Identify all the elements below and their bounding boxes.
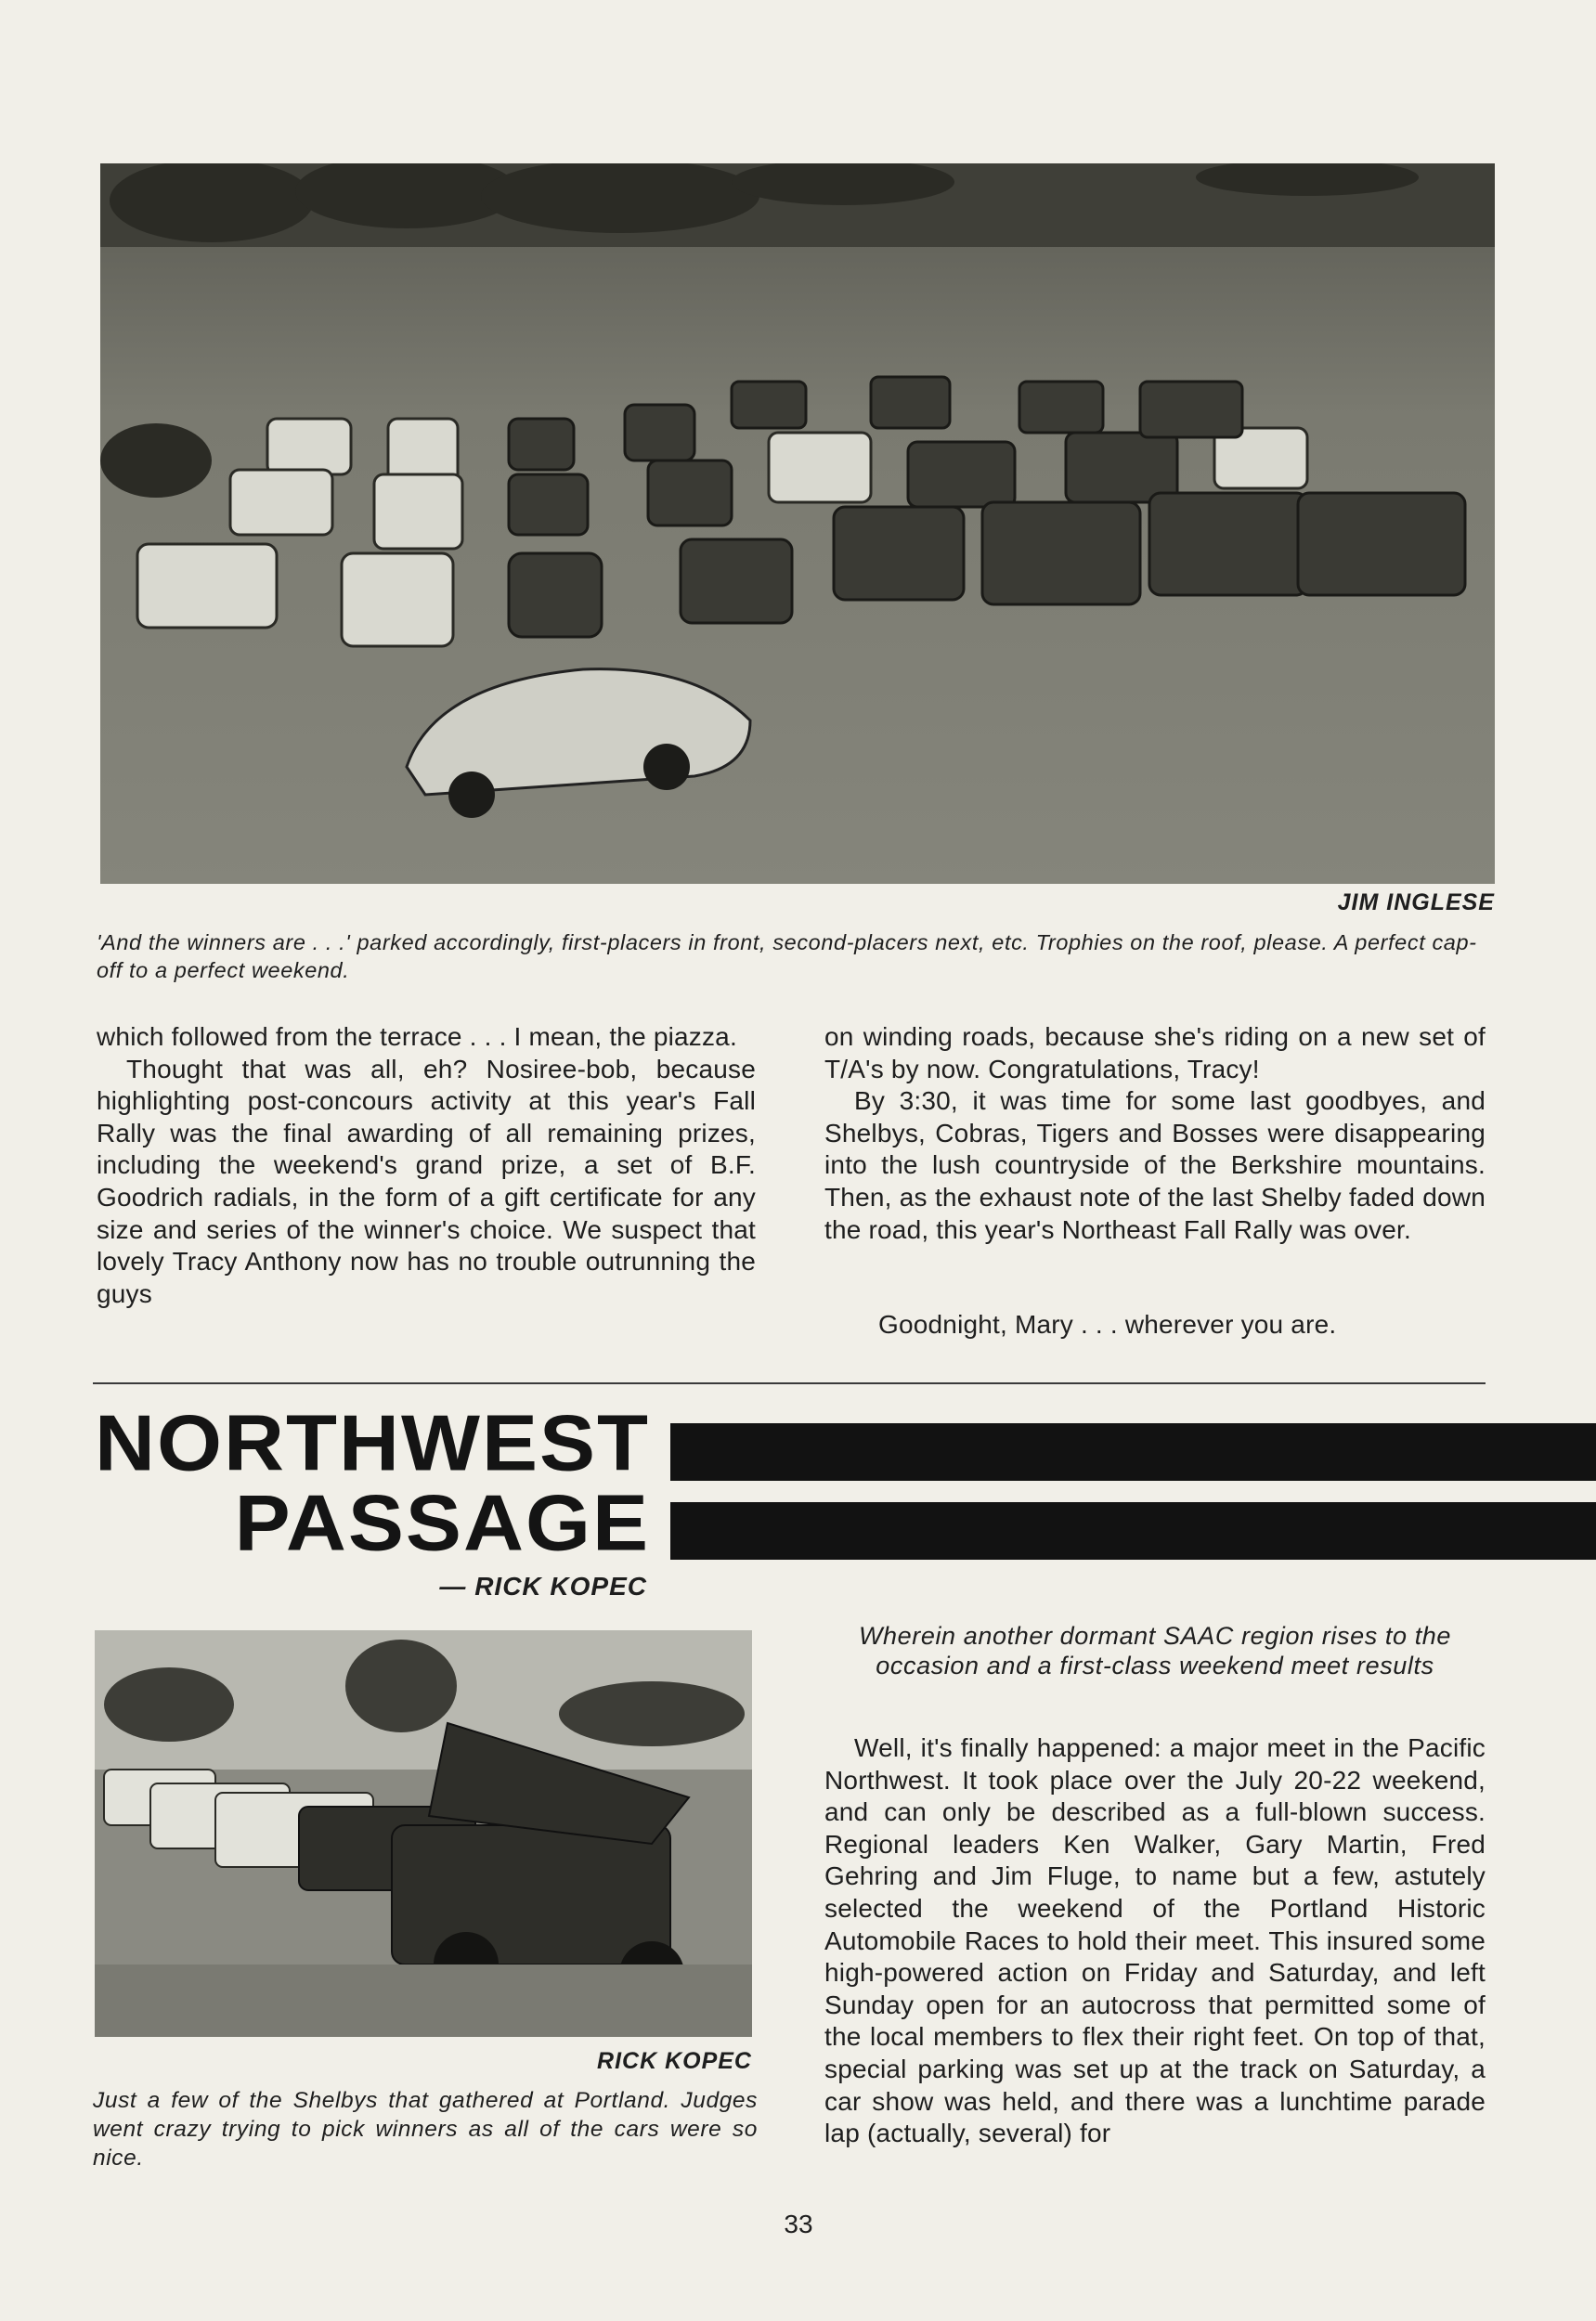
portland-photo-image (95, 1630, 752, 2037)
top-photo-image (100, 163, 1495, 884)
article-title-line-2: PASSAGE (234, 1479, 650, 1568)
top-photo (100, 163, 1495, 884)
fall-rally-right-para-2: By 3:30, it was time for some last goodbyes, and Shelbys, Cobras, Tigers and Bosses were disappearing into the lush countryside of the Berkshire mountains. Then, as the exhaust note of the last Shelby faded down the road, this year's Northeast Fall Rally was over. (824, 1086, 1486, 1244)
page-number: 33 (784, 2210, 813, 2238)
fall-rally-right-column (824, 1021, 1486, 1246)
article-deck: Wherein another dormant SAAC region rises to the occasion and a first-class weekend meet results (858, 1622, 1452, 1679)
fall-rally-left-para-1: which followed from the terrace . . . I mean, the piazza. (97, 1022, 737, 1051)
article-body: Well, it's finally happened: a major meet in the Pacific Northwest. It took place over the July 20-22 weekend, and can only be described as a full-blown success. Regional leaders Ken Walker, Gary Martin, Fred Gehring and Jim Fluge, to name but a few, astutely selected the weekend of the Portland Historic Automobile Races to hold their meet. This insured some high-powered action on Friday and Saturday, and left Sunday open for an autocross that permitted some of the local members to flex their right feet. On top of that, special parking was set up at the track on Saturday, a car show was held, and there was a lunchtime parade lap (actually, several) for (824, 1733, 1486, 2148)
portland-photo (95, 1630, 752, 2037)
section-divider (93, 1382, 1486, 1384)
portland-photo-credit: RICK KOPEC (597, 2048, 752, 2074)
title-bar-top (670, 1423, 1596, 1481)
fall-rally-left-column (97, 1021, 756, 1310)
top-photo-caption: 'And the winners are . . .' parked accordingly, first-placers in front, second-placers next, etc. Trophies on the roof, please. A perfect cap-off to a perfect weekend. (97, 930, 1477, 982)
article-title-line-1: NORTHWEST (95, 1399, 650, 1488)
fall-rally-left-para-2: Thought that was all, eh? Nosiree-bob, because highlighting post-concours activity at this year's Fall Rally was the final awarding of all remaining prizes, including the weekend's grand prize, a set of B.F. Goodrich radials, in the form of a gift certificate for any size and series of the winner's choice. We suspect that lovely Tracy Anthony now has no trouble outrunning the guys (97, 1054, 756, 1308)
portland-photo-caption: Just a few of the Shelbys that gathered at Portland. Judges went crazy trying to pick winners as all of the cars were so nice. (93, 2088, 758, 2171)
article-byline: — RICK KOPEC (439, 1572, 647, 1601)
title-bar-bottom (670, 1502, 1596, 1560)
fall-rally-closing: Goodnight, Mary . . . wherever you are. (878, 1310, 1337, 1339)
fall-rally-right-para-1: on winding roads, because she's riding on a new set of T/A's by now. Congratulations, Tracy! (824, 1022, 1486, 1083)
top-photo-credit: JIM INGLESE (1337, 889, 1495, 915)
